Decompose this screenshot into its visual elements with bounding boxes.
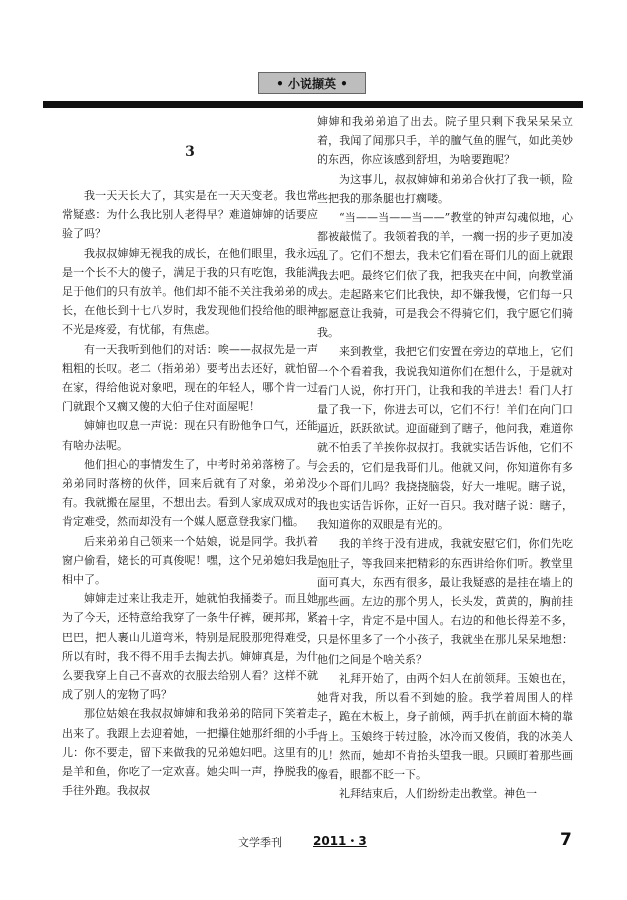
paragraph: 我叔叔婶婶无视我的成长，在他们眼里，我永远是一个长不大的傻子，满足于我的只有吃饱，我能满足于他们的只有放羊。他们却不能不关注我弟弟的成长，在他长到十七八岁时，我发现他们投给他的眼神不光是疼爱，有忧郁，有焦虑。 <box>62 246 318 337</box>
right-column <box>317 112 573 830</box>
paragraph: 来到教堂，我把它们安置在旁边的草地上，它们一个个看着我，我说我知道你们在想什么，于是就对看门人说，你打开门，让我和我的羊进去！看门人打量了我一下，你进去可以，它们不行！羊们在向门口逼近，跃跃欲试。迎面碰到了瞎子，他问我，难道你就不怕丢了羊挨你叔叔打。我就实话告诉他，它们不会丢的，它们是我哥们儿。他就又问，你知道你有多少个哥们儿吗？我挠挠脑袋，好大一堆呢。瞎子说，我也实话告诉你，正好一百只。我对瞎子说：瞎子，我知道你的双眼是有光的。 <box>317 345 573 532</box>
left-column <box>62 140 318 820</box>
journal-name: 文学季刊 <box>238 836 282 849</box>
paragraph-continued: 婶婶和我弟弟追了出去。院子里只剩下我呆呆呆立着，我闻了闻那只手，羊的膻气鱼的腥气，如此美妙的东西，你应该感到舒坦，为啥要跑呢？ <box>317 115 573 167</box>
paragraph: 为这事儿，叔叔婶婶和弟弟合伙打了我一顿，险些把我的那条腿也打瘸喽。 <box>317 172 573 205</box>
paragraph: 有一天我听到他们的对话：唉——叔叔先是一声粗粗的长叹。老二（指弟弟）要考出去还好，就怕留在家，得给他说对象吧，现在的年轻人，哪个肯一过门就跟个又瘸又傻的大伯子住对面屋呢！ <box>62 342 318 414</box>
section-banner <box>258 72 366 94</box>
chapter-number: 3 <box>185 144 195 160</box>
paragraph: 我一天天长大了，其实是在一天天变老。我也常常疑惑：为什么我比别人老得早？难道婶婶的话要应验了吗？ <box>62 189 318 241</box>
paragraph: 婶婶也叹息一声说：现在只有盼他争口气，还能有啥办法呢。 <box>62 419 318 452</box>
header-rule <box>43 101 583 108</box>
paragraph: 那位姑娘在我叔叔婶婶和我弟弟的陪同下笑着走出来了。我跟上去迎着她，一把攥住她那纤细的小手儿：你不要走，留下来做我的兄弟媳妇吧。这里有的是羊和鱼，你吃了一定欢喜。她尖叫一声，挣脱我的手往外跑。我叔叔 <box>62 707 318 798</box>
paragraph: 我的羊终于没有进成，我就安慰它们，你们先吃饱肚子，等我回来把精彩的东西讲给你们听。教堂里面可真大，东西有很多，最让我疑惑的是挂在墙上的那些画。左边的那个男人，长头发，黄黄的，胸前挂着十字，肯定不是中国人。右边的和他长得差不多，只是怀里多了一个小孩子，我就坐在那儿呆呆地想：他们之间是个啥关系？ <box>317 537 573 666</box>
issue-number: 2011・3 <box>313 834 367 848</box>
paragraph: 礼拜开始了，由两个妇人在前领拜。玉娘也在，她背对我，所以看不到她的脸。我学着周围人的样子，跪在木板上，身子前倾，两手扒在前面木椅的靠背上。玉娘终于转过脸，冰冷而又俊俏，我的冰美人儿！然而，她却不肯抬头望我一眼。只顾盯着那些画像看，眼都不眨一下。 <box>317 671 573 781</box>
paragraph: 后来弟弟自己领来一个姑娘，说是同学。我扒着窗户偷看，姥长的可真俊呢！嘿，这个兄弟媳妇我是相中了。 <box>62 534 318 587</box>
section-label: • 小说撷英 • <box>276 76 348 91</box>
page-footer <box>0 832 627 852</box>
paragraph: 他们担心的事情发生了，中考时弟弟落榜了。与弟弟同时落榜的伙伴，回来后就有了对象，弟弟没有。我就搬在屋里，不想出去。看到人家成双成对的肯定难受，然而却没有一个媒人愿意登我家门槛。 <box>62 457 318 529</box>
paragraph: 婶婶走过来让我走开，她就怕我捅娄子。而且她为了今天，还特意给我穿了一条牛仔裤，硬邦邦，紧巴巴，把人裹山儿道弯米，特别是屁股那兜得难受，所以有时，我不得不用手去掏去扒。婶婶真是，为什么要我穿上自己不喜欢的衣服去给别人看？这样不就成了别人的宠物了吗？ <box>62 592 318 702</box>
page-number: 7 <box>560 830 572 850</box>
paragraph: 礼拜结束后，人们纷纷走出教堂。神色一 <box>339 787 537 801</box>
paragraph: “当——当——当——”教堂的钟声勾魂似地，心都被敲慌了。我领着我的羊，一瘸一拐的步子更加凌乱了。它们不想去，我未它们看在哥们儿的面上就跟我去吧。最终它们依了我，把我夹在中间，向教堂涌去。走起路来它们比我快，却不嫌我慢，它们每一只都愿意让我骑，可是我会不得骑它们，我宁愿它们骑我。 <box>317 211 573 340</box>
